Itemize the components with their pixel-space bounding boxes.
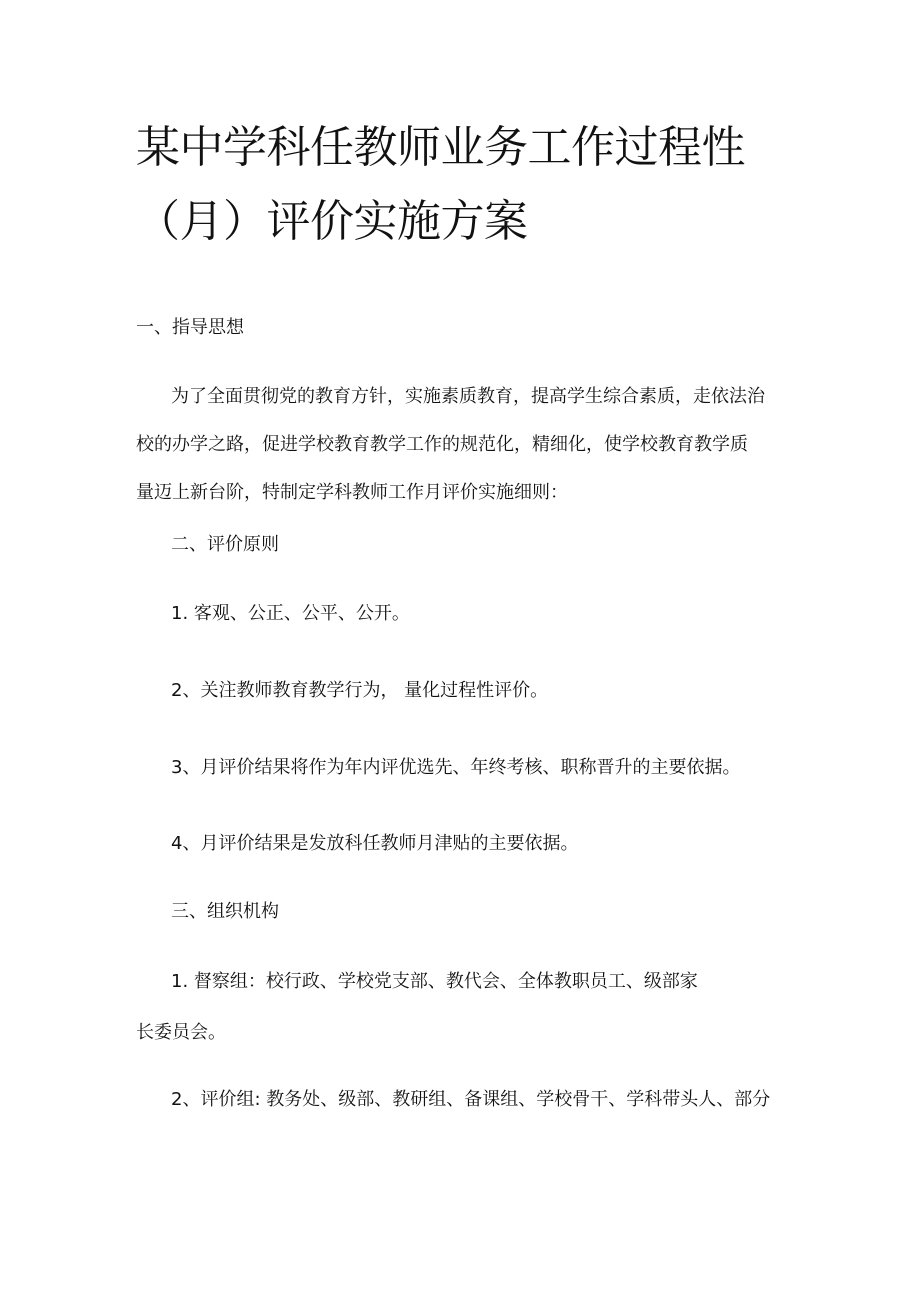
section-1-paragraph-line-1: 为了全面贯彻党的教育方针，实施素质教育，提高学生综合素质，走依法治 [171,386,765,407]
document-title-line-2: （月）评价实施方案 [136,196,528,247]
principle-item-4: 4、月评价结果是发放科任教师月津贴的主要依据。 [171,833,579,854]
section-1-paragraph-line-3: 量迈上新台阶，特制定学科教师工作月评价实施细则： [136,482,568,503]
org-item-1-line-1: 1. 督察组：校行政、学校党支部、教代会、全体教职员工、级部家 [171,971,698,992]
principle-item-2: 2、关注教师教育教学行为， 量化过程性评价。 [171,680,549,701]
principle-item-1: 1. 客观、公正、公平、公开。 [171,603,410,624]
section-1-paragraph-line-2: 校的办学之路，促进学校教育教学工作的规范化，精细化，使学校教育教学质 [136,434,748,455]
document-title-line-1: 某中学科任教师业务工作过程性 [136,122,745,173]
section-1-heading: 一、指导思想 [136,317,244,338]
section-2-heading: 二、评价原则 [171,534,279,555]
org-item-2-line-1: 2、评价组: 教务处、级部、教研组、备课组、学校骨干、学科带头人、部分 [171,1089,771,1110]
section-3-heading: 三、组织机构 [171,901,279,922]
principle-item-3: 3、月评价结果将作为年内评优选先、年终考核、职称晋升的主要依据。 [171,757,741,778]
org-item-1-line-2: 长委员会。 [136,1022,226,1043]
